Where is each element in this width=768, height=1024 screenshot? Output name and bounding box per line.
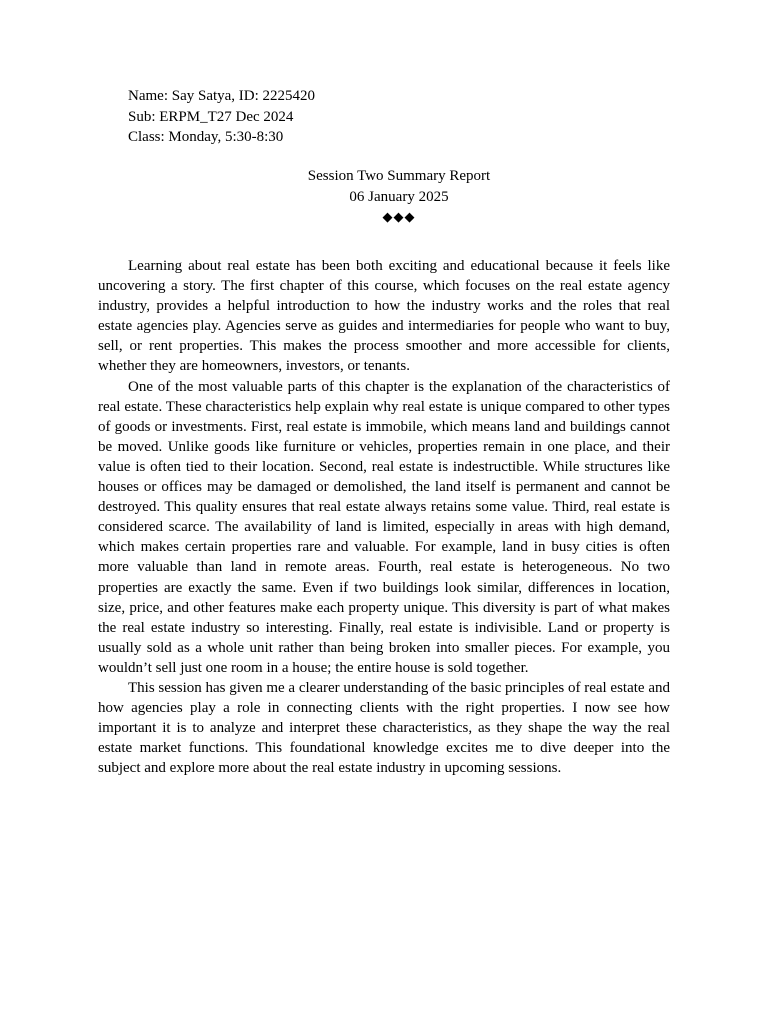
diamond-ornament-icon: ◆◆◆: [382, 210, 416, 225]
subject-line: Sub: ERPM_T27 Dec 2024: [128, 108, 294, 125]
student-info-block: [128, 86, 315, 148]
report-body: [98, 256, 670, 778]
paragraph-intro: Learning about real estate has been both exciting and educational because it feels like uncovering a story. The first chapter of this course, which focuses on the real estate agency industry, provides a helpful introduction to how the industry works and the roles that real estate agencies play. Agencies serve as guides and intermediaries for people who want to buy, sell, or rent properties. This makes the process smoother and more accessible for clients, whether they are homeowners, investors, or tenants.: [98, 258, 670, 375]
paragraph-conclusion: This session has given me a clearer understanding of the basic principles of real estate and how agencies play a role in connecting clients with the right properties. I now see how important it is to analyze and interpret these characteristics, as they shape the way the real estate market functions. This foundational knowledge excites me to dive deeper into the subject and explore more about the real estate industry in upcoming sessions.: [98, 679, 670, 777]
paragraph-characteristics: One of the most valuable parts of this chapter is the explanation of the characteristics of real estate. These characteristics help explain why real estate is unique compared to other types of goods or investments. First, real estate is immobile, which means land and buildings cannot be moved. Unlike goods like furniture or vehicles, properties remain in one place, and their value is often tied to their location. Second, real estate is indestructible. While structures like houses or offices may be damaged or demolished, the land itself is permanent and cannot be destroyed. This quality ensures that real estate always retains some value. Third, real estate is considered scarce. The availability of land is limited, especially in areas with high demand, which makes certain properties rare and valuable. For example, land in busy cities is often more valuable than land in remote areas. Fourth, real estate is heterogeneous. No two properties are exactly the same. Even if two buildings look similar, differences in location, size, price, and other features make each property unique. This diversity is part of what makes the real estate industry so interesting. Finally, real estate is indivisible. Land or property is usually sold as a whole unit rather than being broken into smaller pieces. For example, you wouldn’t sell just one room in a house; the entire house is sold together.: [98, 378, 670, 676]
report-date: 06 January 2025: [349, 188, 449, 205]
report-title: Session Two Summary Report: [307, 168, 491, 184]
student-name-line: Name: Say Satya, ID: 2225420: [128, 88, 316, 104]
report-title-block: [99, 166, 699, 227]
class-line: Class: Monday, 5:30-8:30: [128, 129, 284, 145]
